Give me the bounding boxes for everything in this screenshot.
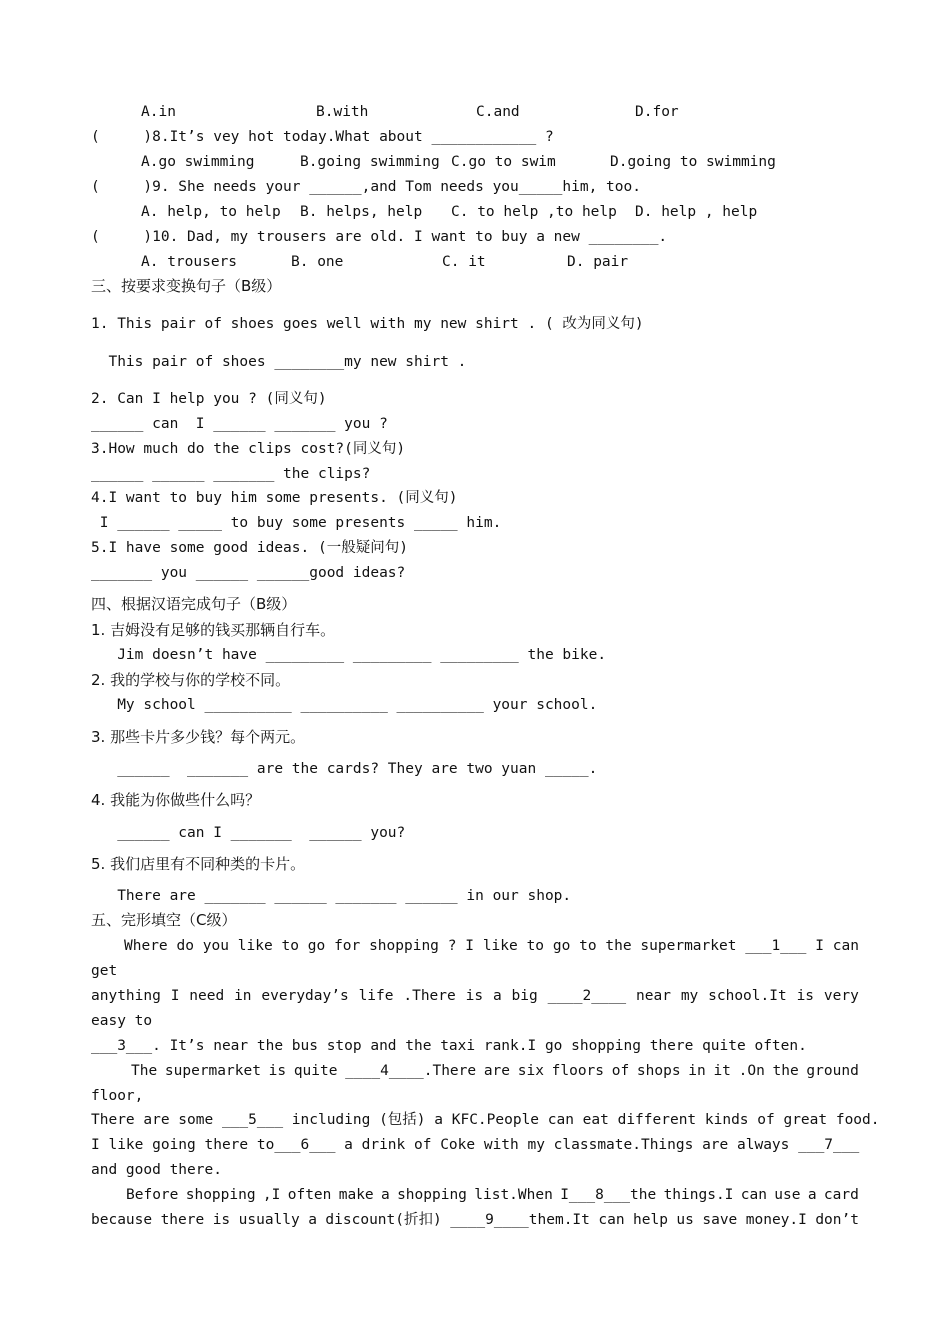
section-5-title: 五、完形填空（C级） [91, 911, 237, 929]
cloze-line: floor, [91, 1088, 144, 1104]
cloze-word: money.I [745, 1212, 807, 1228]
q9-option-c: C. to help ,to help [451, 204, 617, 220]
s4-english: Jim doesn’t have _________ _________ _________ the bike. [91, 647, 607, 663]
cloze-word: supermarket [640, 938, 737, 954]
cloze-word: supermarket [164, 1063, 261, 1079]
cloze-word: big [511, 988, 538, 1004]
cloze-word: life [358, 988, 394, 1004]
cloze-word: do [176, 938, 194, 954]
cloze-word: everyday’s [261, 988, 349, 1004]
cloze-word: school.It [708, 988, 787, 1004]
cloze-word: list.When [474, 1187, 553, 1203]
cloze-line: There are some ___5___ including (包括) a KFC.People can eat different kinds of great food. [91, 1112, 880, 1128]
s3-item: This pair of shoes ________my new shirt . [91, 354, 467, 370]
cloze-word: very [823, 988, 859, 1004]
cloze-word: us [676, 1212, 694, 1228]
cloze-line [124, 936, 859, 956]
cloze-word: are [483, 1063, 511, 1079]
cloze-word: ____2____ [547, 988, 627, 1004]
cloze-word: I [465, 938, 475, 954]
cloze-word: discount(折扣) [325, 1212, 442, 1228]
cloze-word: often [287, 1187, 332, 1203]
cloze-word: Where [124, 938, 168, 954]
cloze-word: go [552, 938, 571, 954]
cloze-word: anything [91, 988, 161, 1004]
cloze-word: to [526, 938, 545, 954]
cloze-word: a [308, 1212, 317, 1228]
cloze-word: I [815, 938, 824, 954]
cloze-word: can [598, 1212, 625, 1228]
s4-chinese: 2. 我的学校与你的学校不同。 [91, 671, 291, 689]
s3-item: _______ you ______ ______good ideas? [91, 565, 406, 581]
cloze-word: floors [551, 1063, 605, 1079]
cloze-word: near [636, 988, 671, 1004]
cloze-word: is [796, 988, 815, 1004]
cloze-word: I___8___the [560, 1187, 657, 1203]
s4-english: My school __________ __________ __________ your school. [91, 697, 598, 713]
cloze-word: quite [293, 1063, 338, 1079]
cloze-word: shopping [397, 1187, 467, 1203]
cloze-word: ___1___ [745, 938, 807, 954]
cloze-word: make [338, 1187, 374, 1203]
cloze-word: save [702, 1212, 738, 1228]
cloze-word: the [605, 938, 632, 954]
q7-option-b: B.with [316, 104, 369, 120]
q8-option-d: D.going to swimming [610, 154, 776, 170]
cloze-word: shopping [369, 938, 439, 954]
cloze-word: go [307, 938, 326, 954]
s3-item: ______ can I ______ _______ you ? [91, 416, 388, 432]
cloze-word: a [492, 988, 502, 1004]
q10-option-a: A. trousers [141, 254, 238, 270]
q10-option-b: B. one [291, 254, 344, 270]
q8-option-a: A.go swimming [141, 154, 255, 170]
cloze-word: my [680, 988, 699, 1004]
cloze-word: you [202, 938, 229, 954]
q9-option-a: A. help, to help [141, 204, 281, 220]
cloze-word: usually [238, 1212, 300, 1228]
q9-question: ( )9. She needs your ______,and Tom needs you_____him, too. [91, 179, 641, 195]
s4-chinese: 1. 吉姆没有足够的钱买那辆自行车。 [91, 621, 336, 639]
q8-question: ( )8.It’s vey hot today.What about ____________ ? [91, 129, 554, 145]
cloze-line: get [91, 963, 118, 979]
q10-option-c: C. it [442, 254, 486, 270]
cloze-line: I like going there to___6___ a drink of Coke with my classmate.Things are always ___7___ [91, 1137, 860, 1153]
cloze-word: is [212, 1212, 231, 1228]
s3-item: 5.I have some good ideas. (一般疑问句) [91, 540, 408, 556]
section-4-title: 四、根据汉语完成句子（B级） [91, 595, 297, 613]
cloze-word: don’t [815, 1212, 859, 1228]
q10-question: ( )10. Dad, my trousers are old. I want to buy a new ________. [91, 229, 668, 245]
cloze-line [126, 1185, 859, 1205]
s3-item: 3.How much do the clips cost?(同义句) [91, 441, 406, 457]
cloze-word: .On [738, 1063, 765, 1079]
section-3-title: 三、按要求变换句子（B级） [91, 277, 282, 295]
s4-english: ______ can I _______ ______ you? [91, 825, 406, 841]
q10-option-d: D. pair [567, 254, 629, 270]
s4-chinese: 4. 我能为你做些什么吗？ [91, 791, 261, 809]
q7-option-c: C.and [476, 104, 520, 120]
q9-option-b: B. helps, help [300, 204, 423, 220]
cloze-word: Before [126, 1187, 179, 1203]
cloze-word: a [807, 1187, 817, 1203]
cloze-word: to [281, 938, 299, 954]
q7-option-d: D.for [635, 104, 679, 120]
cloze-word: The [131, 1063, 158, 1079]
cloze-word: need [189, 988, 225, 1004]
cloze-word: it [713, 1063, 731, 1079]
cloze-word: the [772, 1063, 799, 1079]
cloze-line: ___3___. It’s near the bus stop and the taxi rank.I go shopping there quite often. [91, 1038, 807, 1054]
cloze-word: is [465, 988, 484, 1004]
s3-item: ______ ______ _______ the clips? [91, 466, 371, 482]
cloze-word: I [170, 988, 180, 1004]
cloze-word: like [237, 938, 273, 954]
cloze-word: in [234, 988, 252, 1004]
s3-item: 4.I want to buy him some presents. (同义句) [91, 490, 458, 506]
cloze-word: of [611, 1063, 630, 1079]
cloze-word: ,I [262, 1187, 281, 1203]
q8-option-c: C.go to swim [451, 154, 556, 170]
cloze-word: like [482, 938, 518, 954]
s3-item: 2. Can I help you ? (同义句) [91, 391, 327, 407]
cloze-line: and good there. [91, 1162, 222, 1178]
cloze-word: is [268, 1063, 287, 1079]
q8-option-b: B.going swimming [300, 154, 440, 170]
cloze-word: to [579, 938, 597, 954]
s4-chinese: 3. 那些卡片多少钱？每个两元。 [91, 728, 306, 746]
cloze-line [91, 986, 859, 1006]
cloze-word: card [823, 1187, 859, 1203]
cloze-word: there [160, 1212, 205, 1228]
cloze-word: in [688, 1063, 706, 1079]
q9-option-d: D. help , help [635, 204, 758, 220]
cloze-word: can [832, 938, 859, 954]
cloze-word: because [91, 1212, 153, 1228]
s4-chinese: 5. 我们店里有不同种类的卡片。 [91, 855, 306, 873]
cloze-word: ? [447, 938, 457, 954]
cloze-word: for [334, 938, 361, 954]
cloze-line [91, 1210, 859, 1230]
s4-english: ______ _______ are the cards? They are two yuan _____. [91, 761, 598, 777]
cloze-word: six [517, 1063, 544, 1079]
cloze-word: a [381, 1187, 390, 1203]
cloze-word: things.I [663, 1187, 734, 1203]
cloze-word: use [774, 1187, 801, 1203]
cloze-word: ____9____them.It [450, 1212, 590, 1228]
cloze-word: can [740, 1187, 767, 1203]
cloze-word: help [633, 1212, 668, 1228]
cloze-word: ____4____.There [345, 1063, 477, 1079]
cloze-word: ground [806, 1063, 859, 1079]
cloze-line [131, 1061, 859, 1081]
cloze-word: .There [403, 988, 456, 1004]
s3-item: I ______ _____ to buy some presents _____ him. [91, 515, 502, 531]
cloze-line: easy to [91, 1013, 153, 1029]
q7-option-a: A.in [141, 104, 176, 120]
cloze-word: shops [636, 1063, 681, 1079]
s4-english: There are _______ ______ _______ ______ in our shop. [91, 888, 572, 904]
s3-item: 1. This pair of shoes goes well with my new shirt . ( 改为同义句) [91, 316, 644, 332]
cloze-word: shopping [185, 1187, 256, 1203]
